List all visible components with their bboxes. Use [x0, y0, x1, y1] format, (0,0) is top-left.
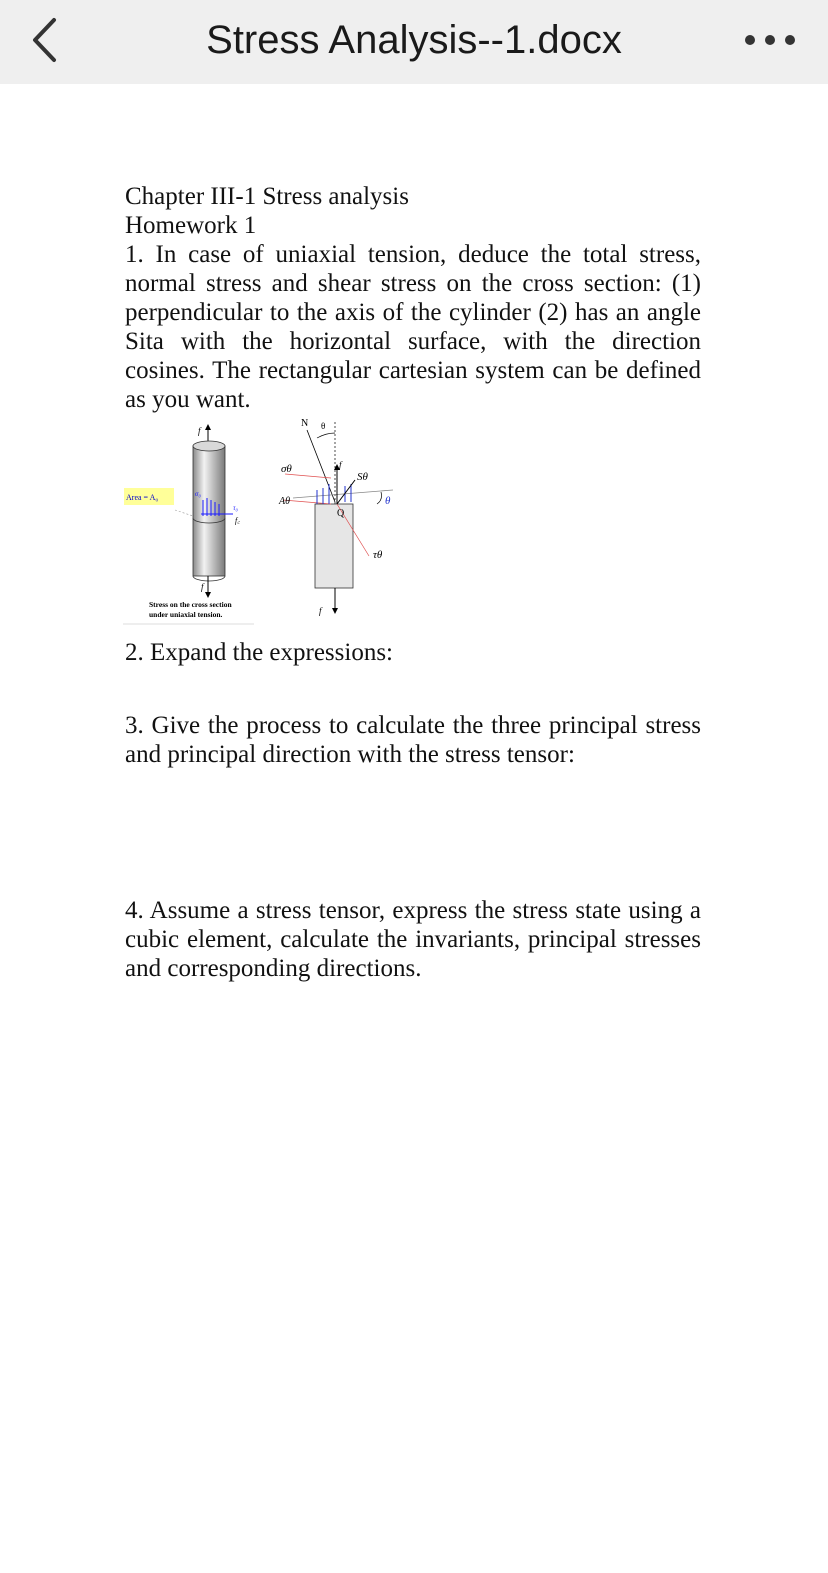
caption-line-2: under uniaxial tension. [149, 610, 223, 619]
document-body [125, 182, 701, 983]
more-icon [742, 24, 798, 56]
homework-heading: Homework 1 [125, 212, 257, 239]
question-3: 3. Give the process to calculate the three principal stress and principal direction with the stress tensor: [125, 712, 701, 768]
top-bar [0, 0, 828, 84]
sigma-theta-label: σθ [281, 463, 292, 475]
question-1: 1. In case of uniaxial tension, deduce the total stress, normal stress and shear stress on the cross section: (1) perpendicular to the axis of the cylinder (2) has an angle Sita with the horizontal surface, with the direction cosines. The rectangular cartesian system can be defined as you want. [125, 241, 701, 413]
figure-row [125, 418, 701, 638]
cylinder-tension-figure [123, 424, 258, 626]
force-bottom-label: f [201, 582, 204, 592]
caption-line-1: Stress on the cross section [149, 600, 232, 609]
tau-theta-label: τθ [373, 549, 383, 561]
question-2: 2. Expand the expressions: [125, 639, 394, 666]
point-q-label: Q [337, 508, 345, 519]
chapter-heading: Chapter III-1 Stress analysis [125, 183, 409, 210]
area-theta-label: Aθ [279, 496, 291, 507]
normal-label: N [301, 418, 309, 429]
more-options-button[interactable] [742, 24, 798, 56]
inclined-plane-figure [273, 418, 413, 638]
theta-top-label: θ [321, 421, 326, 431]
fc-label: f꜀ [235, 516, 240, 525]
theta-right-label: θ [385, 495, 391, 507]
document-title: Stress Analysis--1.docx [206, 18, 622, 62]
force-top-label: f [198, 426, 201, 436]
question-4: 4. Assume a stress tensor, express the stress state using a cubic element, calculate the invariants, principal stresses and corresponding directions. [125, 897, 701, 982]
s-label: Sθ [357, 471, 368, 483]
tau-label: τ₀ [233, 504, 238, 512]
area-label: Area = A₀ [126, 493, 159, 502]
f-label: f [339, 460, 342, 470]
sigma-label: σ₀ [195, 490, 201, 498]
f-bottom-label: f [319, 606, 322, 616]
